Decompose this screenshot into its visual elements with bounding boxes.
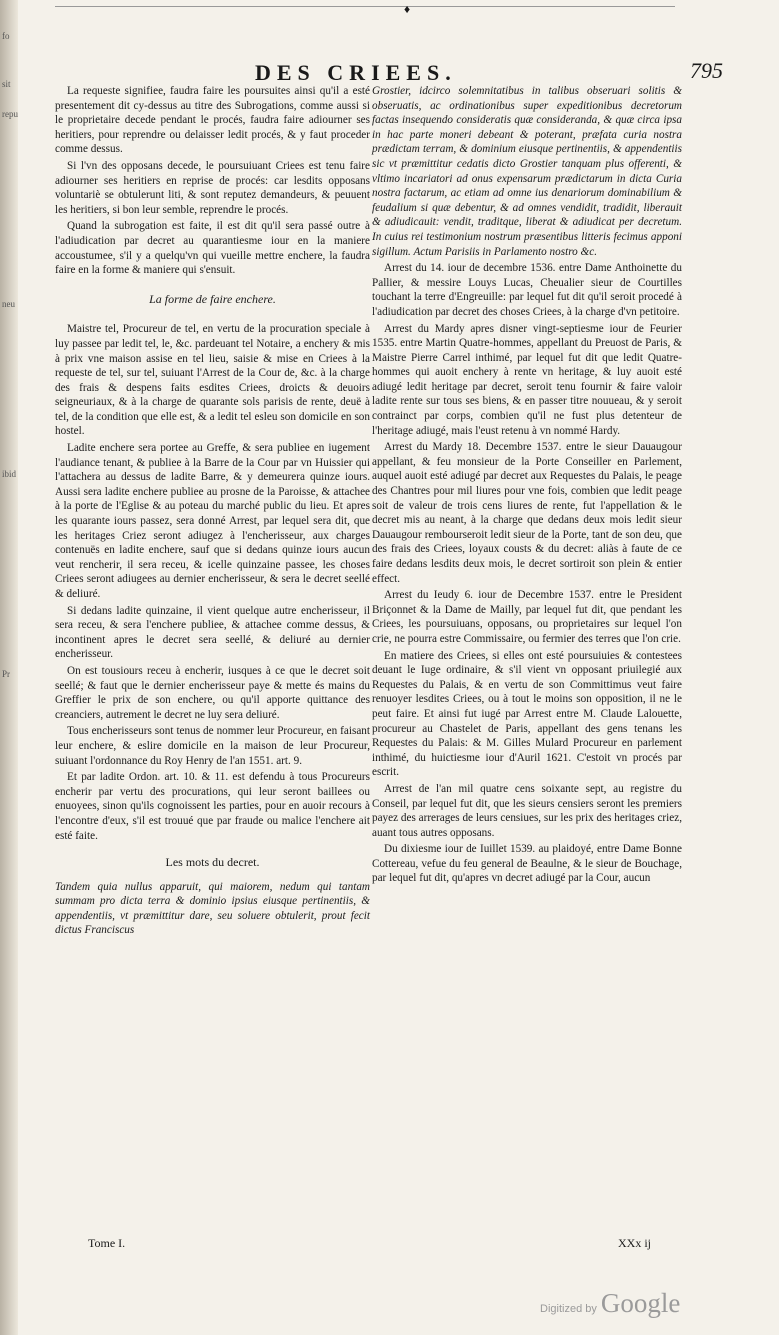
paragraph: Arrest du Ieudy 6. iour de Decembre 1537. entre le President Briçonnet & la Dame de Mailly, par lequel fut dit, que pendant les Criees, les poursuiuans, opposans, ou proprietaires sur lequel l'on crie, ne pourra estre Commissaire, ou fermier des terres que l'on crie. xyxy=(372,589,682,645)
top-ornament: ♦ xyxy=(404,2,411,16)
running-title: DES CRIEES. xyxy=(255,60,457,85)
paragraph: Arrest du Mardy 18. Decembre 1537. entre le sieur Dauaugour appellant, & feu monsieur de la Porte Conseiller en Parlement, auquel auoit esté adiugé par decret aux Requestes du Palais, le peage des Chantres pour mil liures pour vne fois, combien que ledit peage soit de valeur de trois cens liures de rente, fut l'appellation & le decret mis au neant, à la charge que dedans deux mois ledit sieur Dauaugour rembourseroit ledit sieur de la Porte, tant de son deu, que des frais des Criees, loyaux cousts & du decret: aliàs à faute de ce faire dedans lesdits deux mois, le decret sortiroit son plein & entier effect. xyxy=(372,441,682,585)
paragraph: Tous encherisseurs sont tenus de nommer leur Procureur, en faisant leur enchere, & eslire domicile en la maison de leur Procureur, suiuant l'ordonnance du Roy Henry de l'an 1551. art. 9. xyxy=(55,725,370,767)
margin-note: ibid xyxy=(2,469,17,479)
latin-passage: Tandem quia nullus apparuit, qui maiorem, nedum qui tantam summam pro dicta terra & dominio ipsius eiusque pertinentiis, & appendentiis, vt præmittitur dare, seu soluere obtulerit, prout fecit dictus Franciscus xyxy=(55,880,370,937)
paragraph: En matiere des Criees, si elles ont esté poursuiuies & contestees deuant le Iuge ordinaire, & s'il vient vn opposant priuilegié aux Requestes du Palais, & en vertu de son Committimus veut faire renuoyer lesdites Criees, ou à tout le moins son opposition, il ne le peut faire. Et ainsi fut iugé par Arrest entre M. Claude Lalouette, procureur au Chastelet de Paris, appellant des gens tenans les Requestes du Palais: & M. Gilles Mulard Procureur en parlement inthimé, du huictiesme iour d'Auril 1621. C'estoit vn procés par escrit. xyxy=(372,649,682,779)
digitized-watermark xyxy=(540,1288,680,1319)
paragraph: La requeste signifiee, faudra faire les poursuites ainsi qu'il a esté presentement dit cy-dessus au titre des Subrogations, comme aussi si le proprietaire decede pendant le procés, faudra faire adiourner ses heritiers, pour reprendre ou delaisser ledit procés, & y faut proceder comme dessus. xyxy=(55,85,370,156)
section-heading: Les mots du decret. xyxy=(165,855,260,870)
margin-note: Pr xyxy=(2,669,11,679)
right-column xyxy=(372,84,682,888)
paragraph: Arrest du 14. iour de decembre 1536. entre Dame Anthoinette du Pallier, & messire Louys Lucas, Cheualier sieur de Courtilles touchant la terre d'Engreuille: par lequel fut dit qu'il seroit procedé à l'adiudication par decret des choses Criees, à la charge d'vn petitoire. xyxy=(372,262,682,318)
volume-label: Tome I. xyxy=(88,1236,126,1250)
page-number: 795 xyxy=(690,58,723,83)
paragraph: On est tousiours receu à encherir, iusques à ce que le decret soit seellé; & faut que le dernier encherisseur paye & mette és mains du Greffier le prix de son enchere, ou qu'il apporte quittance des creanciers, autrement le decret ne luy sera deliuré. xyxy=(55,664,370,721)
left-column xyxy=(55,84,370,940)
paragraph: Arrest du Mardy apres disner vingt-septiesme iour de Feurier 1535. entre Martin Quatre-hommes, appellant du Preuost de Paris, & Maistre Pierre Carrel inthimé, par lequel fut dit que ledit Quatre-hommes qui auoit enchery à rente vn heritage, & luy auoit esté adiugé ledit heritage par decret, seroit tenu fournir & faire valoir ladite rente sur tous ses biens, & en passer titre nouueau, & y seroit contrainct par corps, combien qu'il ne fust plus detenteur de l'heritage adiugé, mais l'eust retenu à vn nommé Hardy. xyxy=(372,322,682,437)
paragraph: Et par ladite Ordon. art. 10. & 11. est defendu à tous Procureurs encherir par vertu des procurations, qui leur seront baillees ou enuoyees, sinon qu'ils cognoissent les parties, pour en auoir recours à l'encontre d'eux, s'il est trouué que par fraude ou malice l'enchere ait esté faite. xyxy=(55,771,370,842)
signature-mark: XXx ij xyxy=(618,1236,651,1250)
section-heading: La forme de faire enchere. xyxy=(149,291,276,306)
google-logo: Google xyxy=(600,1288,681,1318)
paragraph: Ladite enchere sera portee au Greffe, & sera publiee en iugement l'audiance tenant, & publiee à la Barre de la Cour par vn Huissier qui l'attachera au dessus de ladite Barre, & y demeurera quinze iours. Aussi sera ladite enchere publiee au prosne de la Paroisse, & attachee à la porte de l'Eglise & au poteau du marché public du lieu. Et apres les quarante iours passez, sera donné Arrest, par lequel sera dit, que les heritages Criez seront adiugez à l'encherisseur, aux charges contenuës en ladite enchere, sauf que si dedans quinze iours aucun veut rencherir, il sera receu, & icelle quinzaine passee, les choses Criees seront adiugees au dernier encherisseur, & sera le decret seellé & deliuré. xyxy=(55,442,370,600)
margin-note: repu xyxy=(2,109,18,119)
latin-passage: Grostier, idcirco solemnitatibus in talibus obseruari solitis & obseruatis, ac ordinationibus super expeditionibus decretorum factas insequendo consideratis quæ consideranda, & quæ circa ipsa in hac parte moneri debeant & poterant, præfata curia nostra prædictam terram, & dominium eiusque pertinentiis, & appendentiis sic vt præmittitur cedatis dicto Grostier tanquam plus offerenti, & vltimo incariatori ad onus expensarum prædictarum in dicta Curia nostra factarum, ac etiam ad omne ius denariorum dominabilium & feudalium si quæ debentur, & ad omnes vendidit, tradidit, liberauit & adiudicauit: vendit, traditque, liberat & adiudicat per decretum. In cuius rei testimonium nostrum præsentibus litteris fecimus apponi sigillum. Actum Parisiis in Parlamento nostro &c. xyxy=(372,85,682,258)
paragraph: Maistre tel, Procureur de tel, en vertu de la procuration speciale à luy passee par ledit tel, le, &c. pardeuant tel Notaire, a enchery & mis à prix vne maison assise en tel lieu, saisie & mise en Criees à la requeste de tel, sur tel, suiuant l'Arrest de la Cour de, &c. à la charge des frais & despens faits esdites Criees, droicts & deuoirs seigneuriaux, & à la charge de quarante sols parisis de rente, deuë à tel, de la condition que elle est, & a ledit tel esleu son domicile en son hostel. xyxy=(55,323,370,438)
margin-note: sit xyxy=(2,79,11,89)
margin-note: neu xyxy=(2,299,15,309)
watermark-prefix: Digitized by xyxy=(540,1303,597,1315)
top-rule xyxy=(55,6,675,7)
margin-note: fo xyxy=(2,31,10,41)
paragraph: Du dixiesme iour de Iuillet 1539. au plaidoyé, entre Dame Bonne Cottereau, vefue du feu general de Beaulne, & le sieur de Bouchage, par lequel fut dit, qu'apres vn decret adiugé par la Cour, aucun xyxy=(372,843,682,885)
paragraph: Si l'vn des opposans decede, le poursuiuant Criees est tenu faire adiourner ses heritiers en reprise de procés: car lesdits opposans voluntariè se obtulerunt liti, & sont reputez demandeurs, & peuuent les heritiers, si bon leur semble, reprendre le procés. xyxy=(55,159,370,216)
paragraph: Quand la subrogation est faite, il est dit qu'il sera passé outre à l'adiudication par decret au quarantiesme iour en la maniere accoustumee, s'il y a quelqu'vn qui vueille mettre enchere, la faudra faire en la forme & maniere qui s'ensuit. xyxy=(55,220,370,277)
paragraph: Si dedans ladite quinzaine, il vient quelque autre encherisseur, il sera receu, & sera l'enchere publiee, & attachee comme dessus, & incontinent apres le decret sera seellé, & deliuré au dernier encherisseur. xyxy=(55,604,370,661)
paragraph: Arrest de l'an mil quatre cens soixante sept, au registre du Conseil, par lequel fut dit, que les sieurs censiers seront les premiers payez des arrerages de leurs censiues, sur les prix des heritages criez, auant tous autres opposans. xyxy=(372,782,682,839)
